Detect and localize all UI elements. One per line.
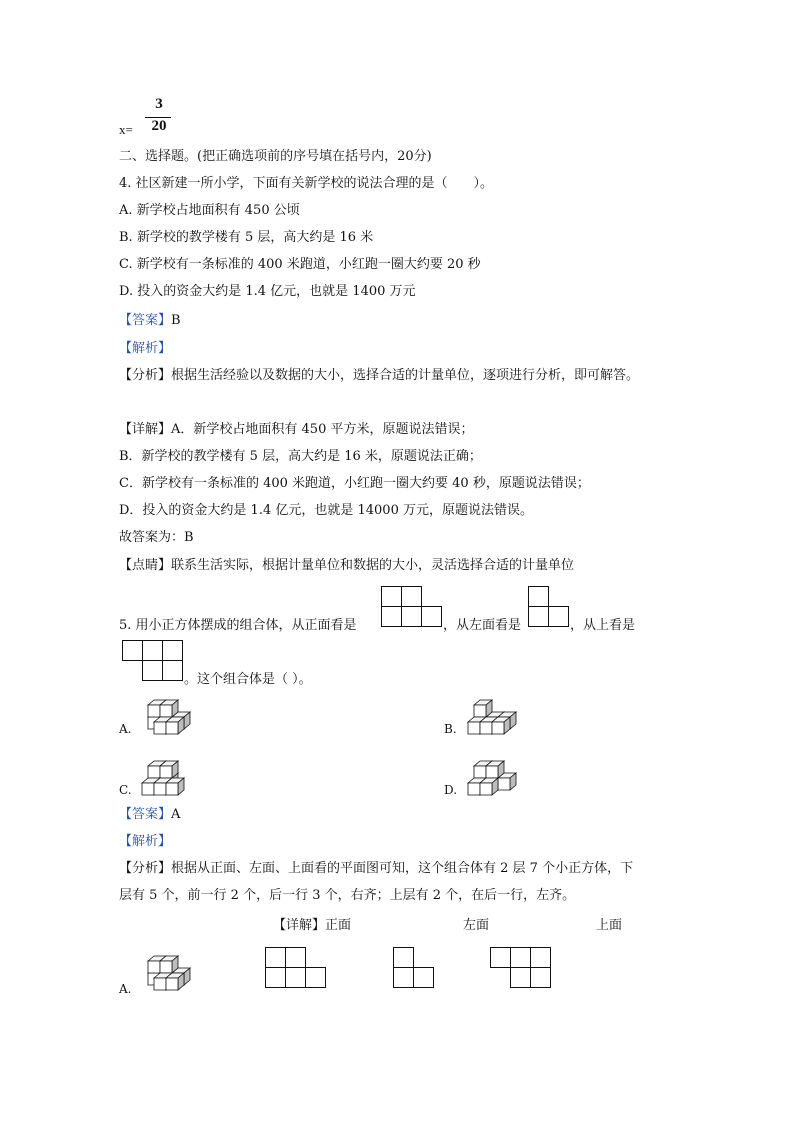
- front-view-figure: [381, 586, 443, 628]
- q4-conclusion: 故答案为：B: [119, 530, 194, 545]
- dianjing-text: 联系生活实际，根据计量单位和数据的大小，灵活选择合适的计量单位: [171, 558, 575, 573]
- fraction-numerator: 3: [155, 96, 163, 112]
- q4-fenxi: [119, 367, 639, 385]
- left-view-figure: [528, 586, 570, 628]
- fenxi-tag: 【分析】: [119, 861, 172, 876]
- q5-answer: [119, 806, 180, 824]
- detail-text: A．新学校占地面积有 450 平方米，原题说法错误；: [171, 422, 474, 437]
- dianjing-tag: 【点睛】: [119, 558, 172, 573]
- q5-option-a-label: A.: [119, 722, 132, 736]
- q4-option-a: A. 新学校占地面积有 450 公顷: [119, 203, 300, 218]
- q4-detail-c: C．新学校有一条标准的 400 米跑道，小红跑一圈大约要 40 秒，原题说法错误；: [119, 476, 590, 491]
- q5-option-b-figure: [466, 684, 536, 736]
- q4-detail-b: B．新学校的教学楼有 5 层，高大约是 16 米，原题说法正确；: [119, 449, 482, 464]
- q5-detail-header: [273, 914, 351, 933]
- fenxi-text: 根据生活经验以及数据的大小，选择合适的计量单位，逐项进行分析，即可解答。: [171, 368, 640, 383]
- q4-option-c: C. 新学校有一条标准的 400 米跑道，小红跑一圈大约要 20 秒: [119, 257, 481, 272]
- q5-fenxi-line1: [119, 860, 633, 878]
- q5-stem-c: ，从上看是: [570, 618, 636, 633]
- view-left-label: 左面: [463, 918, 490, 933]
- answer-value: A: [171, 807, 181, 822]
- view-front-label: 正面: [325, 918, 352, 933]
- view-top-label: 上面: [596, 918, 623, 933]
- q4-detail-d: D．投入的资金大约是 1.4 亿元，也就是 14000 万元，原题说法错误。: [119, 503, 533, 518]
- answer-value: B: [171, 313, 181, 328]
- q5-option-c-label: C.: [119, 783, 132, 797]
- q5-option-a-figure: [140, 684, 210, 736]
- q4-stem: 4. 社区新建一所小学，下面有关新学校的说法合理的是（ ）。: [119, 176, 494, 191]
- q5-detail-option-label: A.: [119, 982, 132, 996]
- detail-front-view: [265, 947, 327, 989]
- detail-tag: 【详解】: [273, 918, 326, 933]
- section-title: 二、选择题。(把正确选项前的序号填在括号内，20分): [119, 149, 432, 164]
- answer-tag: 【答案】: [119, 807, 172, 822]
- q4-answer: [119, 312, 181, 330]
- detail-top-view: [490, 947, 552, 989]
- fenxi-tag: 【分析】: [119, 368, 172, 383]
- q5-analysis-tag: 【解析】: [119, 834, 172, 849]
- answer-tag: 【答案】: [119, 313, 172, 328]
- q5-option-b-label: B.: [444, 722, 457, 736]
- fenxi-text: 根据从正面、左面、上面看的平面图可知，这个组合体有 2 层 7 个小正方体，下: [171, 861, 634, 876]
- q5-stem-a: 5. 用小正方体摆成的组合体，从正面看是: [119, 618, 357, 633]
- q4-option-b: B. 新学校的教学楼有 5 层，高大约是 16 米: [119, 230, 374, 245]
- detail-solid-figure: [140, 940, 210, 992]
- q4-detail-a: [119, 421, 473, 439]
- fraction-denominator: 20: [151, 118, 167, 134]
- q4-option-d: D. 投入的资金大约是 1.4 亿元，也就是 1400 万元: [119, 284, 416, 299]
- q5-stem-b: ，从左面看是: [443, 618, 522, 633]
- detail-tag: 【详解】: [119, 422, 172, 437]
- q4-analysis-tag: 【解析】: [119, 341, 172, 356]
- detail-left-view: [393, 947, 435, 989]
- q4-dianjing: [119, 557, 574, 575]
- fraction-variable: x=: [119, 122, 133, 137]
- q5-option-d-figure: [466, 745, 536, 797]
- q5-fenxi-line2: 层有 5 个，前一行 2 个，后一行 3 个，右齐；上层有 2 个，在后一行，左齐。: [119, 888, 576, 903]
- top-view-figure: [122, 640, 184, 682]
- q5-option-d-label: D.: [444, 783, 458, 797]
- q5-option-c-figure: [140, 745, 210, 797]
- q5-stem-d: 。这个组合体是（ ）。: [184, 672, 312, 687]
